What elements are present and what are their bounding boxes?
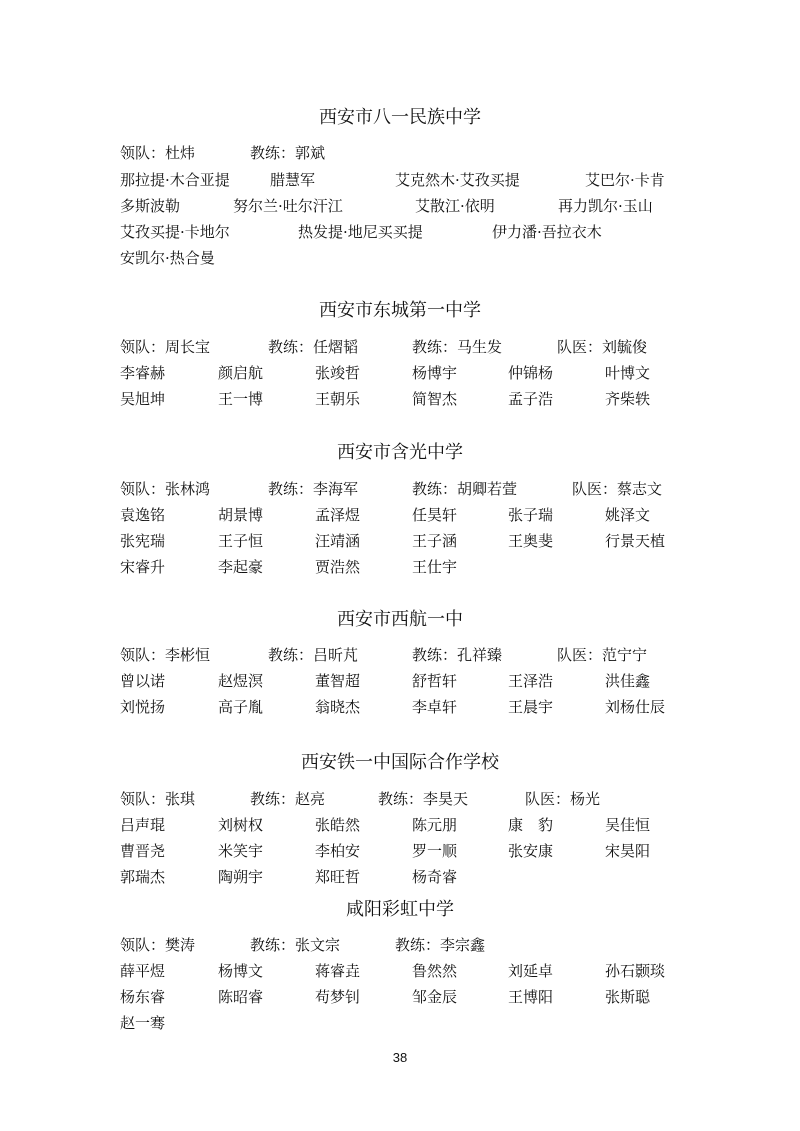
school-title: 西安市西航一中 [337,609,463,630]
staff-coach: 教练：张文宗 [250,936,341,954]
player-name: 再力凯尔·玉山 [558,197,653,215]
page-number: 38 [392,1050,408,1065]
player-name: 郭瑞杰 [120,868,166,886]
player-name: 胡景博 [218,506,264,524]
player-name: 洪佳鑫 [605,672,651,690]
player-name: 吴佳恒 [605,816,651,834]
player-name: 刘杨仕辰 [605,698,666,716]
staff-leader: 领队：李彬恒 [120,646,211,664]
player-name: 张子瑞 [508,506,554,524]
player-name: 张竣哲 [315,364,361,382]
staff-leader: 领队：张琪 [120,790,196,808]
player-name: 艾克然木·艾孜买提 [395,171,520,189]
school-title: 西安市东城第一中学 [319,300,481,321]
player-name: 王晨宇 [508,698,554,716]
player-name: 吕声琨 [120,816,166,834]
player-name: 蒋睿垚 [315,962,361,980]
player-name: 宋睿升 [120,558,166,576]
player-name: 张宪瑞 [120,532,166,550]
player-name: 孙石颢琰 [605,962,666,980]
player-name: 宋昊阳 [605,842,651,860]
player-name: 邹金辰 [412,988,458,1006]
player-name: 安凯尔·热合曼 [120,249,215,267]
player-name: 陈昭睿 [218,988,264,1006]
staff-coach: 教练：胡卿若萱 [412,480,518,498]
player-name: 董智超 [315,672,361,690]
player-name: 刘树权 [218,816,264,834]
player-name: 吴旭坤 [120,390,166,408]
player-name: 杨东睿 [120,988,166,1006]
player-name: 康 豹 [508,816,554,834]
player-name: 袁逸铭 [120,506,166,524]
staff-doctor: 队医：范宁宁 [557,646,648,664]
player-name: 张斯聪 [605,988,651,1006]
player-name: 王泽浩 [508,672,554,690]
staff-leader: 领队：周长宝 [120,338,211,356]
staff-coach: 教练：李昊天 [378,790,469,808]
player-name: 王仕宇 [412,558,458,576]
player-name: 翁晓杰 [315,698,361,716]
player-name: 陈元朋 [412,816,458,834]
player-name: 贾浩然 [315,558,361,576]
player-name: 李起豪 [218,558,264,576]
player-name: 苟梦钊 [315,988,361,1006]
player-name: 姚泽文 [605,506,651,524]
player-name: 孟子浩 [508,390,554,408]
player-name: 杨博文 [218,962,264,980]
player-name: 张安康 [508,842,554,860]
player-name: 热发提·地尼买买提 [298,223,423,241]
school-title: 西安市八一民族中学 [319,107,481,128]
player-name: 薛平煜 [120,962,166,980]
staff-coach: 教练：孔祥臻 [412,646,503,664]
staff-coach: 教练：吕昕芃 [268,646,359,664]
player-name: 颜启航 [218,364,264,382]
staff-leader: 领队：樊涛 [120,936,196,954]
school-title: 西安市含光中学 [337,442,463,463]
player-name: 李睿赫 [120,364,166,382]
player-name: 仲锦杨 [508,364,554,382]
player-name: 努尔兰·吐尔汗江 [233,197,343,215]
player-name: 汪靖涵 [315,532,361,550]
player-name: 叶博文 [605,364,651,382]
staff-doctor: 队医：蔡志文 [572,480,663,498]
school-title: 西安铁一中国际合作学校 [301,752,499,773]
staff-coach: 教练：赵亮 [250,790,326,808]
player-name: 多斯波勒 [120,197,181,215]
staff-leader: 领队：张林鸿 [120,480,211,498]
player-name: 那拉提·木合亚提 [120,171,230,189]
player-name: 赵一骞 [120,1014,166,1032]
player-name: 曾以诺 [120,672,166,690]
player-name: 王一博 [218,390,264,408]
staff-coach: 教练：郭斌 [250,144,326,162]
staff-doctor: 队医：杨光 [525,790,601,808]
player-name: 艾巴尔·卡肯 [585,171,665,189]
player-name: 王子恒 [218,532,264,550]
staff-coach: 教练：李宗鑫 [395,936,486,954]
player-name: 张皓然 [315,816,361,834]
player-name: 行景天植 [605,532,666,550]
school-title: 咸阳彩虹中学 [346,899,454,920]
player-name: 任昊轩 [412,506,458,524]
player-name: 李柏安 [315,842,361,860]
player-name: 高子胤 [218,698,264,716]
player-name: 鲁然然 [412,962,458,980]
player-name: 杨博宇 [412,364,458,382]
player-name: 赵煜溟 [218,672,264,690]
player-name: 孟泽煜 [315,506,361,524]
player-name: 伊力潘·吾拉衣木 [492,223,602,241]
player-name: 王奥斐 [508,532,554,550]
player-name: 艾孜买提·卡地尔 [120,223,230,241]
player-name: 王博阳 [508,988,554,1006]
staff-coach: 教练：马生发 [412,338,503,356]
staff-coach: 教练：任熠韬 [268,338,359,356]
player-name: 曹晋尧 [120,842,166,860]
staff-doctor: 队医：刘毓俊 [557,338,648,356]
player-name: 杨奇睿 [412,868,458,886]
player-name: 简智杰 [412,390,458,408]
player-name: 郑旺哲 [315,868,361,886]
player-name: 李卓轩 [412,698,458,716]
player-name: 刘延卓 [508,962,554,980]
player-name: 王朝乐 [315,390,361,408]
player-name: 舒哲轩 [412,672,458,690]
player-name: 米笑宇 [218,842,264,860]
player-name: 王子涵 [412,532,458,550]
player-name: 腊慧军 [270,171,316,189]
player-name: 陶朔宇 [218,868,264,886]
player-name: 罗一顺 [412,842,458,860]
player-name: 艾散江·依明 [415,197,495,215]
player-name: 刘悦扬 [120,698,166,716]
staff-leader: 领队：杜炜 [120,144,196,162]
staff-coach: 教练：李海军 [268,480,359,498]
player-name: 齐柴轶 [605,390,651,408]
